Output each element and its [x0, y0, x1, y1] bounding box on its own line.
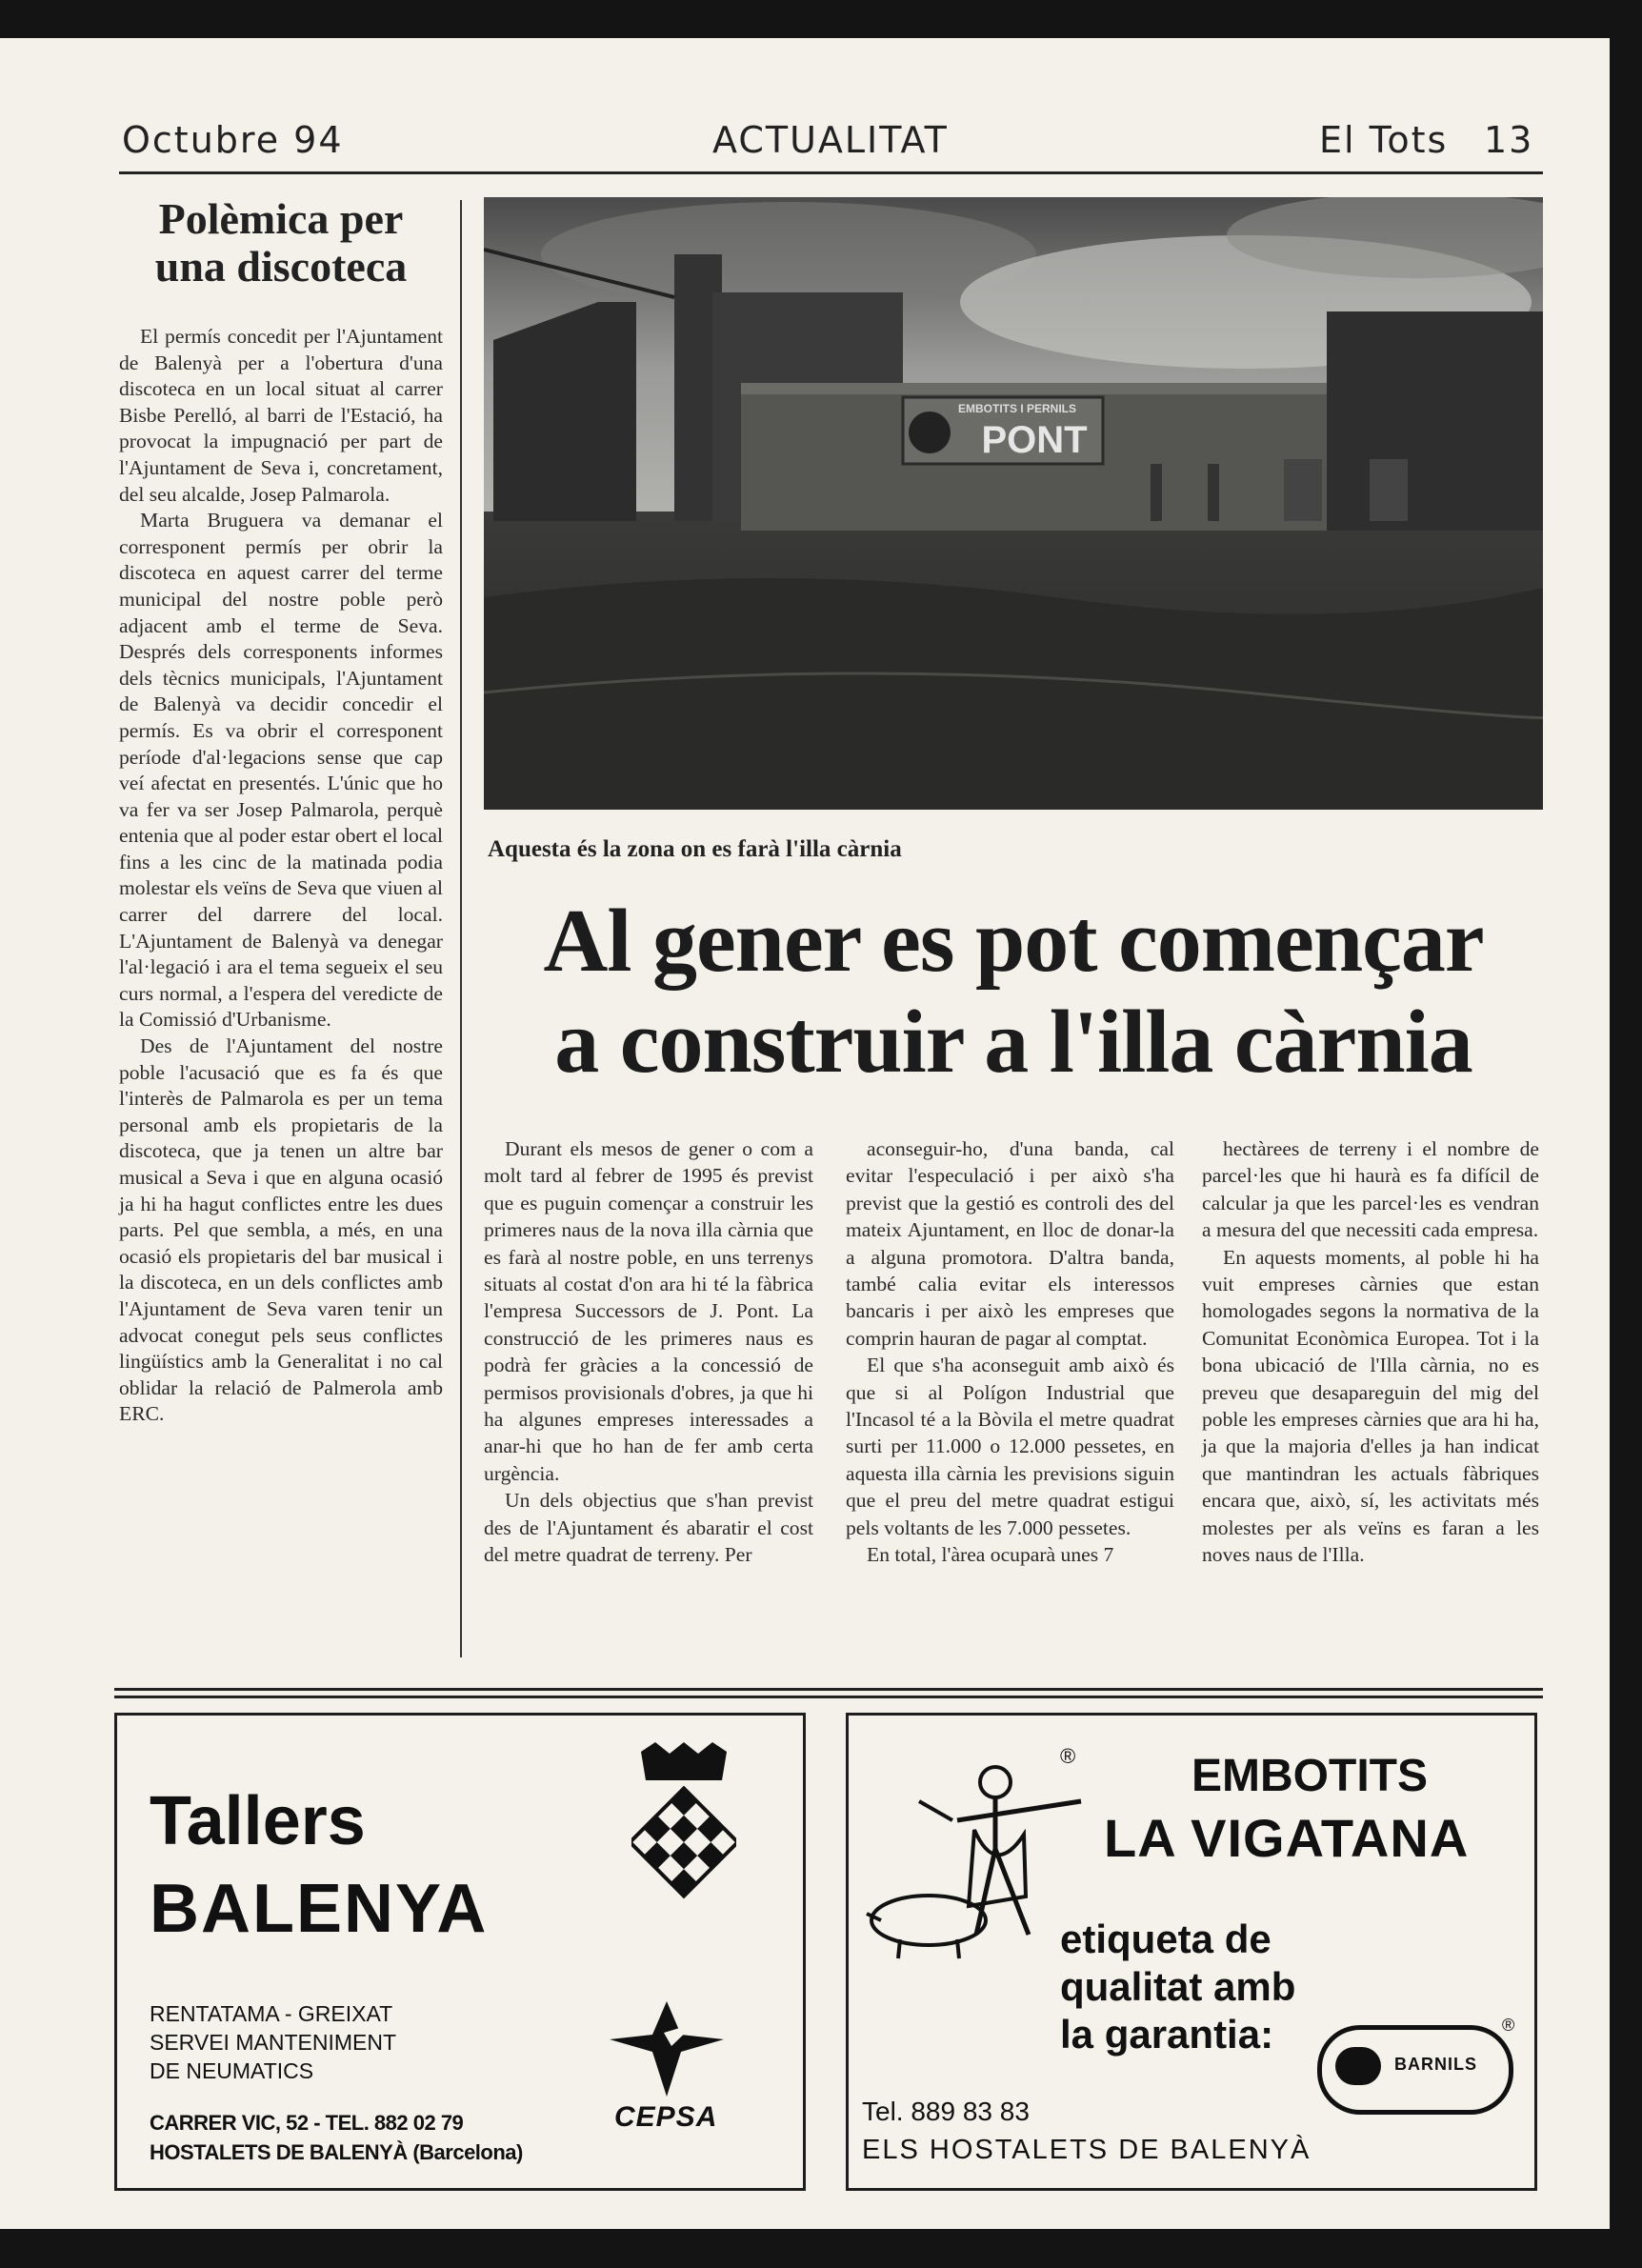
coat-of-arms-icon: [631, 1742, 736, 1904]
article-column-3: [1202, 1135, 1539, 1569]
article-column-1: [484, 1135, 813, 1569]
article-paragraph: Durant els mesos de gener o com a molt tard al febrer de 1995 és previst que es puguin començar a construir les primeres naus de la nova illa càrnia que es farà al nostre poble, en uns terrenys situats al costat d'on ara hi té la fàbrica l'empresa Successors de J. Pont. La construcció de les primeres naus es podrà fer gràcies a la concessió de permisos provisionals d'obres, ja que hi ha algunes empreses interessades a anar-hi que ho han de fer amb certa urgència.: [484, 1137, 813, 1485]
column-rule: [460, 200, 462, 1657]
farmer-and-pig-icon: [862, 1744, 1091, 1973]
article-paragraph: El que s'ha aconseguit amb això és que si al Polígon Industrial que l'Incasol té a la Bòvila el metre quadrat surti per 11.000 o 12.000 pessetes, en aquesta illa càrnia les previsions siguin que el preu del metre quadrat estigui pels voltants de les 7.000 pessetes.: [846, 1354, 1174, 1539]
article-paragraph: En total, l'àrea ocuparà unes 7: [867, 1543, 1114, 1567]
barnils-pig-icon: [1335, 2047, 1381, 2085]
ad-tallers-balenya: [114, 1713, 806, 2191]
service-line: SERVEI MANTENIMENT: [150, 2030, 396, 2055]
ad-name-line-2: BALENYA: [150, 1871, 489, 1947]
side-paragraph: El permís concedit per l'Ajuntament de Balenyà per a l'obertura d'una discoteca en un local situat al carrer Bisbe Perelló, al barri de l'Estació, ha provocat la impugnació per part de l'Ajuntament de Seva i, concretament, del seu alcalde, Josep Palmarola.: [119, 325, 443, 506]
ad-separator-rule: [114, 1688, 1543, 1691]
ad-services: [150, 1999, 396, 2085]
headline-line-2: a construir a l'illa càrnia: [554, 993, 1472, 1092]
ad-name-line-1: Tallers: [150, 1783, 366, 1859]
photo-caption: Aquesta és la zona on es farà l'illa càrnia: [488, 836, 902, 862]
side-article-body: [119, 324, 443, 1428]
side-paragraph: Marta Bruguera va demanar el corresponent permís per obrir la discoteca en aquest carrer del terme municipal del nostre poble però adjacent amb el terme de Seva. Després dels corresponents informes dels tècnics municipals, l'Ajuntament de Balenyà va decidir concedir el permís. Es va obrir el corresponent període d'al·legacions sense que cap veí afectat en presentés. L'únic que ho va fer va ser Josep Palmarola, perquè entenia que al poder estar obert el local fins a les cinc de la matinada podia molestar els veïns de Seva que viuen al carrer del darrere del local. L'Ajuntament de Balenyà va denegar l'al·legació i ara el tema segueix el seu curs normal, a l'espera del veredicte de la Comissió d'Urbanisme.: [119, 509, 443, 1032]
ad-title-line-1: EMBOTITS: [1191, 1751, 1428, 1801]
section-title: ACTUALITAT: [712, 119, 949, 161]
ad-town: ELS HOSTALETS DE BALENYÀ: [862, 2135, 1312, 2165]
registered-mark-1: ®: [1060, 1744, 1076, 1768]
slogan-line: la garantia:: [1060, 2012, 1274, 2057]
page-number: 13: [1484, 119, 1534, 161]
service-line: DE NEUMATICS: [150, 2058, 314, 2083]
side-article-title: [119, 195, 443, 291]
publication-name: El Tots: [1319, 119, 1449, 161]
main-headline: [484, 891, 1543, 1093]
slogan-line: qualitat amb: [1060, 1964, 1296, 2009]
cepsa-brand-text: CEPSA: [614, 2101, 718, 2133]
side-title-line-1: Polèmica per: [158, 194, 404, 243]
issue-date: Octubre 94: [122, 119, 344, 161]
header-rule: [119, 171, 1543, 174]
sign-pont-text: PONT: [981, 419, 1088, 461]
ad-address-line-1: CARRER VIC, 52 - TEL. 882 02 79: [150, 2111, 464, 2135]
article-paragraph: En aquests moments, al poble hi ha vuit empreses càrnies que estan homologades segons la normativa de la Comunitat Econòmica Europea. Tot i la bona ubicació de l'Illa càrnia, no es preveu que desapareguin del mig del poble les empreses càrnies que ara hi ha, ja que la majoria d'elles ja han indicat que mantindran les actuals fàbriques encara que, això, sí, les activitats més molestes per als veïns es faran a les noves naus de l'Illa.: [1202, 1245, 1539, 1567]
slogan-line: etiqueta de: [1060, 1917, 1272, 1961]
cepsa-logo-icon: [605, 1997, 729, 2101]
article-column-2: [846, 1135, 1174, 1569]
service-line: RENTATAMA - GREIXAT: [150, 2001, 393, 2026]
article-paragraph: hectàrees de terreny i el nombre de parcel·les que hi haurà es fa difícil de calcular ja que les parcel·les es vendran a mesura del que necessiti cada empresa.: [1202, 1137, 1539, 1242]
article-paragraph: Un dels objectius que s'han previst des de l'Ajuntament és abaratir el cost del metre quadrat de terreny. Per: [484, 1489, 813, 1567]
barnils-logo: [1317, 2025, 1513, 2115]
side-paragraph: Des de l'Ajuntament del nostre poble l'acusació que es fa és que l'interès de Palmarola es per un tema personal amb els propietaris de la discoteca, que ja tenen un altre bar musical a Seva i que en alguna ocasió ja hi ha hagut conflictes entre les dues parts. Pel que sembla, a més, en una ocasió els propietaris del bar musical i la discoteca, en un dels conflictes amb l'Ajuntament de Seva varen tenir un advocat conegut pels seus conflictes lingüístics amb la Generalitat i no cal oblidar la relació de Palmerola amb ERC.: [119, 1034, 443, 1426]
headline-line-1: Al gener es pot començar: [543, 892, 1484, 991]
side-title-line-2: una discoteca: [154, 242, 408, 291]
ad-title-line-2: LA VIGATANA: [1104, 1808, 1470, 1868]
ad-phone: Tel. 889 83 83: [862, 2097, 1030, 2126]
barnils-brand-text: BARNILS: [1394, 2055, 1477, 2074]
factory-photo: [484, 197, 1543, 810]
ad-address-line-2: HOSTALETS DE BALENYÀ (Barcelona): [150, 2140, 523, 2164]
registered-mark-2: ®: [1502, 2016, 1515, 2035]
sign-small-text: EMBOTITS I PERNILS: [957, 402, 1077, 415]
ad-la-vigatana: [846, 1713, 1537, 2191]
article-paragraph: aconseguir-ho, d'una banda, cal evitar l'especulació i per això s'ha previst que la gestió es controli des del mateix Ajuntament, en lloc de donar-la a alguna promotora. D'altra banda, també calia evitar els interessos bancaris i per això les empreses que comprin hauran de pagar al comptat.: [846, 1137, 1174, 1350]
ad-slogan: [1060, 1916, 1295, 2058]
ad-separator-rule: [114, 1696, 1543, 1698]
